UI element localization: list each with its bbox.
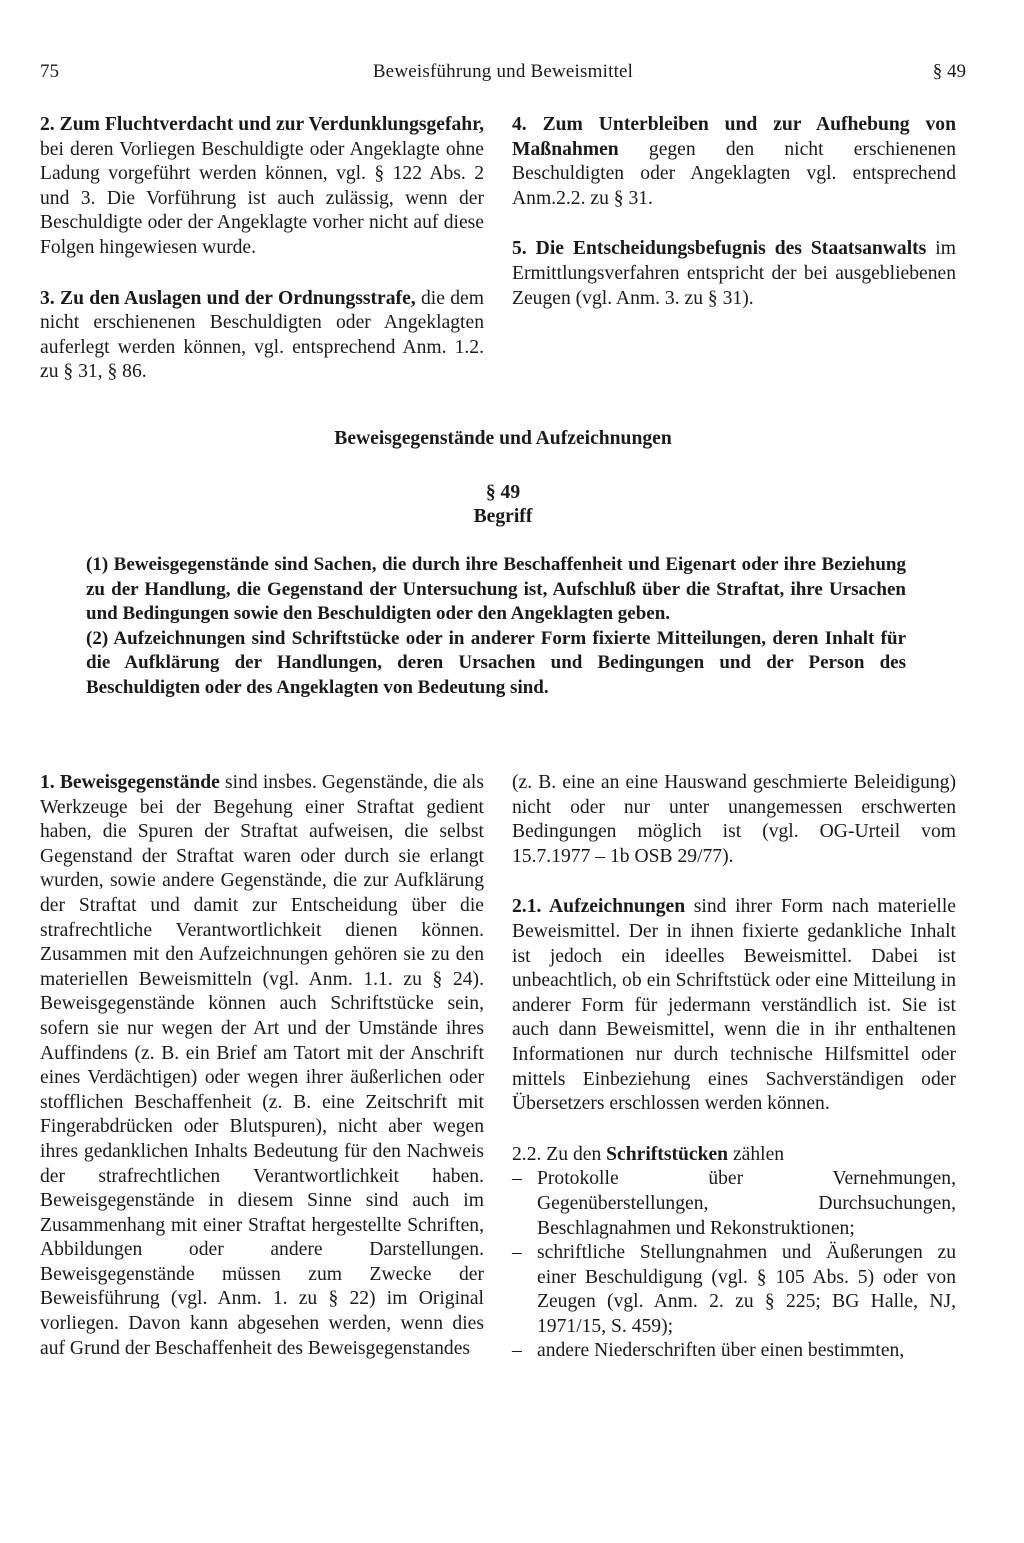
commentary-1-number: 1. [40,772,60,793]
annotation-5-text: im Ermittlungsverfahren entspricht der bei ausgebliebenen Zeugen (vgl. Anm. 3. zu § 31). [512,238,956,309]
paragraph-title: Begriff [473,506,533,527]
annotation-4-heading: Unterbleiben und zur Aufhebung von Maßnahmen [512,114,956,160]
statute-subsection-1: (1) Beweisgegenstände sind Sachen, die durch ihre Beschaffenheit und Eigenart oder ihre Beziehung zu der Handlung, die Gegenstand der Untersuchung ist, Aufschluß über die Straftat, ihre Ursachen und Bedingungen sowie den Beschuldigten oder den Angeklagten geben. [86,554,906,625]
statute-subsection-2: (2) Aufzeichnungen sind Schriftstücke oder in anderer Form fixierte Mitteilungen, deren Inhalt für die Aufklärung der Handlungen, deren Ursachen und Bedingungen und der Person des Beschuldigten oder des Angeklagten von Bedeutung sind. [86,627,906,698]
commentary-1 [40,771,484,1361]
paragraph-number: § 49 [485,482,521,503]
annotation-3 [40,287,484,385]
annotation-2-number: 2. Zum [40,114,105,135]
annotation-4-text: gegen den nicht erschienenen Beschuldigten oder Angeklagten vgl. entsprechend Anm.2.2. zu § 31. [512,138,956,209]
commentary-2-1 [512,895,956,1116]
running-title: Beweisführung und Beweismittel [372,61,634,82]
annotation-3-text: die dem nicht erschienenen Beschuldigten oder Angeklagten auferlegt werden können, vgl. entsprechend Anm. 1.2. zu § 31, § 86. [40,287,484,383]
dash-marker: – [512,1168,522,1190]
commentary-2-1-heading: Aufzeichnungen [549,896,686,918]
annotation-5-number: 5. Die [512,238,573,260]
commentary-1-continued: (z. B. eine an eine Hauswand geschmierte Beleidigung) nicht oder nur unter unangemessen erschwerten Bedingungen möglich ist (vgl. OG-Urteil vom 15.7.1977 – 1b OSB 29/77). [512,772,956,867]
list-item: – andere Niederschriften über einen bestimmten, [512,1339,956,1364]
annotation-3-number: 3. Zu den [40,287,125,309]
commentary-left-column [40,771,484,1361]
commentary-2-2-heading: Schriftstücken [606,1143,729,1165]
commentary-right-column [512,771,956,1364]
list-item: – schriftliche Stellungnahmen und Äußerungen zu einer Beschuldigung (vgl. § 105 Abs. 5) oder von Zeugen (vgl. Anm. 2. zu § 225; BG Halle, NJ, 1971/15, S. 459); [512,1242,956,1337]
annotation-4 [512,113,956,211]
page-number: 75 [40,61,59,82]
annotation-2 [40,113,484,261]
annotation-5 [512,237,956,311]
annotation-3-heading: Auslagen und der Ordnungsstrafe, [124,287,416,309]
commentary-1-text: sind insbes. Gegenstände, die als Werkzeuge bei der Begehung einer Straftat gedient haben, die Spuren der Straftat aufweisen, die selbst Gegenstand der Straftat waren oder durch sie erlangt wurden, sowie andere Gegenstände, die zur Aufklärung der Straftat und damit zur Entscheidung über die strafrechtliche Verantwortlichkeit dienen können. Zusammen mit den Aufzeichnungen gehören sie zu den materiellen Beweismitteln (vgl. Anm. 1.1. zu § 24). Beweisgegenstände können auch Schriftstücke sein, sofern sie nur wegen der Art und der Umstände ihres Auffindens (z. B. ein Brief am Tatort mit der Anschrift eines Verdächtigen) oder wegen ihrer äußerlichen oder stofflichen Beschaffenheit (z. B. eine Zeitschrift mit Fingerabdrücken oder Blutspuren), nicht aber wegen ihres gedanklichen Inhalts Bedeutung für den Nachweis der strafrechtlichen Verantwortlichkeit haben. Beweisgegenstände in diesem Sinne sind auch im Zusammenhang mit einer Straftat hergestellte Schriften, Abbildungen oder andere Darstellungen. Beweisgegenstände müssen zum Zwecke der Beweisführung (vgl. Anm. 1. zu § 22) im Original vorliegen. Davon kann abgesehen werden, wenn dies auf Grund der Beschaffenheit des Beweisgegenstandes [40,772,484,1359]
section-marker: § 49 [932,61,966,82]
statute-text [86,553,906,701]
annotation-2-text: bei deren Vorliegen Beschuldigte oder Angeklagte ohne Ladung vorgeführt werden können, vgl. § 122 Abs. 2 und 3. Die Vorführung ist auch zulässig, wenn der Beschuldigte oder der Angeklagte vorher nicht auf diese Folgen hingewiesen wurde. [40,138,484,258]
section-heading: Beweisgegenstände und Aufzeichnungen [334,428,672,449]
dash-marker: – [512,1340,522,1362]
top-left-column [40,113,484,385]
commentary-2-1-text: sind ihrer Form nach materielle Beweismittel. Der in ihnen fixierte gedankliche Inhalt ist jedoch ein ideelles Beweismittel. Dabei ist unbeachtlich, ob ein Schriftstück oder eine Mitteilung in anderer Form für jedermann verständlich ist. Sie ist auch dann Beweismittel, wenn die in ihr enthaltenen Informationen nur durch technische Hilfsmittel oder mittels Einbeziehung eines Sachverständigen oder Übersetzers erschlossen werden können. [512,896,956,1115]
dash-marker: – [512,1242,522,1264]
list-item: – Protokolle über Vernehmungen, Gegenüberstellungen, Durchsuchungen, Beschlagnahmen und Rekonstruktionen; [512,1168,956,1239]
annotation-5-heading: Entscheidungsbefugnis des Staatsanwalts [572,238,927,260]
annotation-4-number: 4. Zum [512,114,599,135]
commentary-2-2-text: zählen [728,1143,785,1165]
document-list [512,1167,956,1364]
commentary-2-2 [512,1143,956,1168]
top-right-column [512,113,956,311]
page-header [40,60,966,88]
commentary-1-heading: Beweisgegenstände [59,772,220,793]
annotation-2-heading: Fluchtverdacht und zur Verdunklungsgefahr, [104,114,484,135]
commentary-2-2-number: 2.2. Zu den [512,1143,607,1165]
commentary-2-1-number: 2.1. [512,896,550,918]
